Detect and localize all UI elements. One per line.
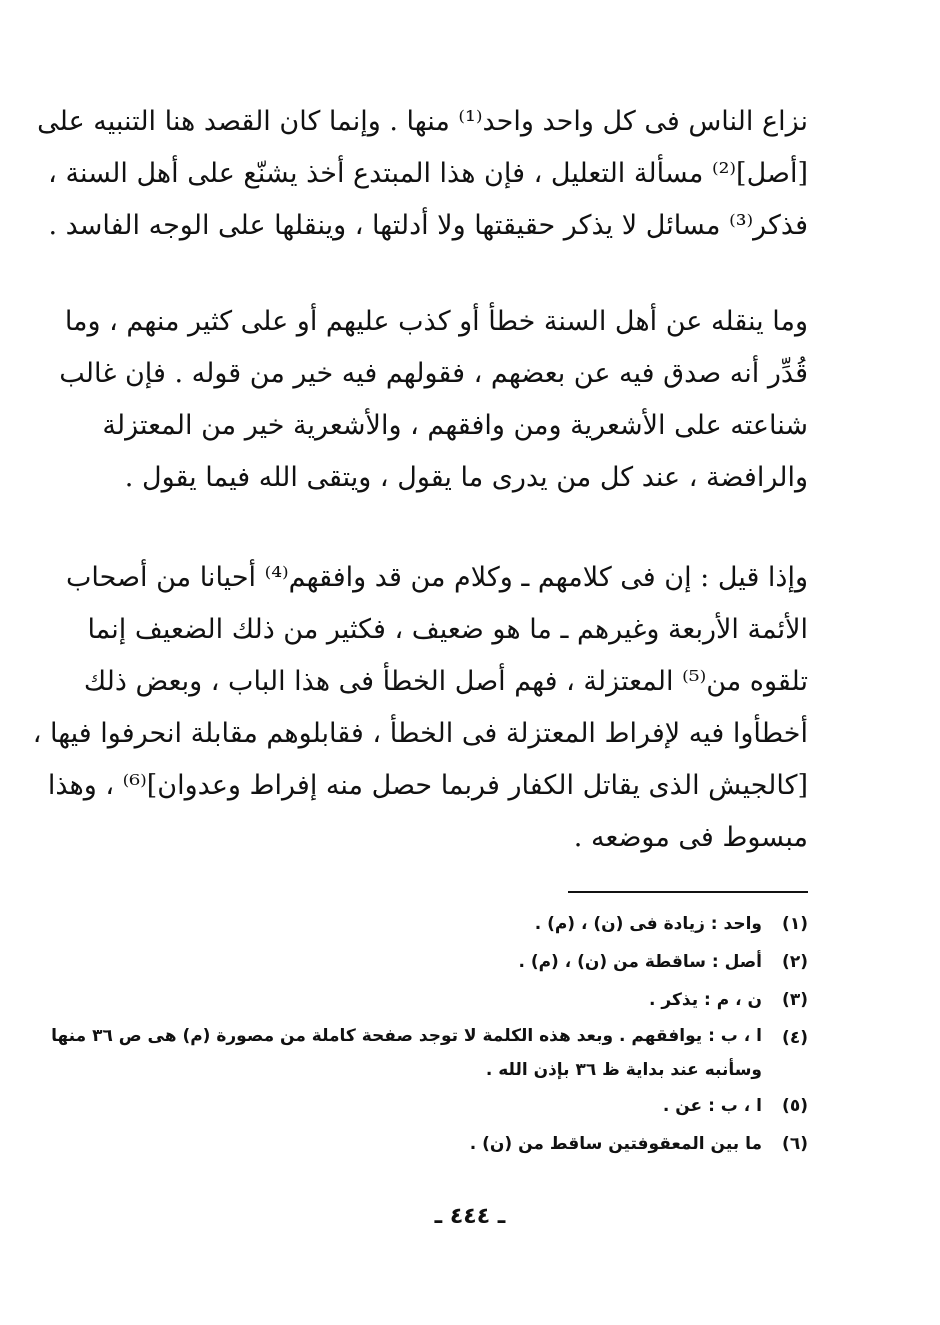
- footnote-text: ن ، م : يذكر .: [649, 990, 762, 1010]
- footnote-text: أصل : ساقطة من (ن) ، (م) .: [518, 952, 762, 972]
- text-line: وإذا قيل : إن فى كلامهم ـ وكلام من قد وافقهم⁽⁴⁾ أحيانا من أصحاب: [66, 562, 808, 593]
- footnote-number: (٦): [782, 1134, 808, 1154]
- footnote-number: (٣): [782, 990, 808, 1010]
- footnote-text: واحد : زيادة فى (ن) ، (م) .: [534, 914, 762, 934]
- text-line: قُدِّر أنه صدق فيه عن بعضهم ، فقولهم فيه خير من قوله . فإن غالب: [59, 358, 808, 389]
- footnote-text-line: ا ، ب : يوافقهم . وبعد هذه الكلمة لا توجد صفحة كاملة من مصورة (م) هى ص ٣٦ منها: [51, 1026, 762, 1046]
- text-line: والرافضة ، عند كل من يدرى ما يقول ، ويتقى الله فيما يقول .: [124, 462, 808, 493]
- text-line: وما ينقله عن أهل السنة خطأ أو كذب عليهم أو على كثير منهم ، وما: [64, 306, 808, 337]
- text-line: نزاع الناس فى كل واحد واحد⁽¹⁾ منها . وإنما كان القصد هنا التنبيه على: [37, 106, 808, 137]
- paragraph-3: [32, 552, 808, 864]
- footnote-1: [104, 905, 808, 943]
- paragraph-1: [37, 96, 808, 252]
- footnote-6: [104, 1125, 808, 1163]
- text-line: الأئمة الأربعة وغيرهم ـ ما هو ضعيف ، فكثير من ذلك الضعيف إنما: [87, 614, 808, 645]
- footnotes: [51, 905, 808, 1163]
- footnote-separator: [568, 891, 808, 893]
- text-line: [كالجيش الذى يقاتل الكفار فربما حصل منه إفراط وعدوان]⁽⁶⁾ ، وهذا: [47, 770, 808, 801]
- footnote-text: ا ، ب : عن .: [662, 1096, 762, 1116]
- footnote-number: (٤): [782, 1028, 808, 1048]
- footnote-text: ما بين المعقوفتين ساقط من (ن) .: [469, 1134, 762, 1154]
- footnote-number: (١): [782, 914, 808, 934]
- footnote-number: (٢): [782, 952, 808, 972]
- footnote-text-line: وسأنبه عند بداية ظ ٣٦ بإذن الله .: [485, 1060, 762, 1080]
- footnote-text: [51, 1019, 762, 1087]
- text-line: أخطأوا فيه لإفراط المعتزلة فى الخطأ ، فقابلوهم مقابلة انحرفوا فيها ،: [32, 718, 808, 749]
- footnote-4: [51, 1019, 808, 1087]
- paragraph-2: [59, 296, 808, 504]
- text-line: مبسوط فى موضعه .: [573, 822, 808, 853]
- footnote-5: [104, 1087, 808, 1125]
- text-line: تلقوه من⁽⁵⁾ المعتزلة ، فهم أصل الخطأ فى هذا الباب ، وبعض ذلك: [83, 666, 808, 697]
- footnote-number: (٥): [782, 1096, 808, 1116]
- footnote-2: [104, 943, 808, 981]
- text-line: [أصل]⁽²⁾ مسألة التعليل ، فإن هذا المبتدع أخذ يشنّع على أهل السنة ،: [48, 158, 808, 189]
- text-line: فذكر⁽³⁾ مسائل لا يذكر حقيقتها ولا أدلتها ، وينقلها على الوجه الفاسد .: [48, 210, 808, 241]
- footnote-3: [104, 981, 808, 1019]
- page-number: ـ ٤٤٤ ـ: [434, 1204, 506, 1229]
- text-line: شناعته على الأشعرية ومن وافقهم ، والأشعرية خير من المعتزلة: [102, 410, 808, 441]
